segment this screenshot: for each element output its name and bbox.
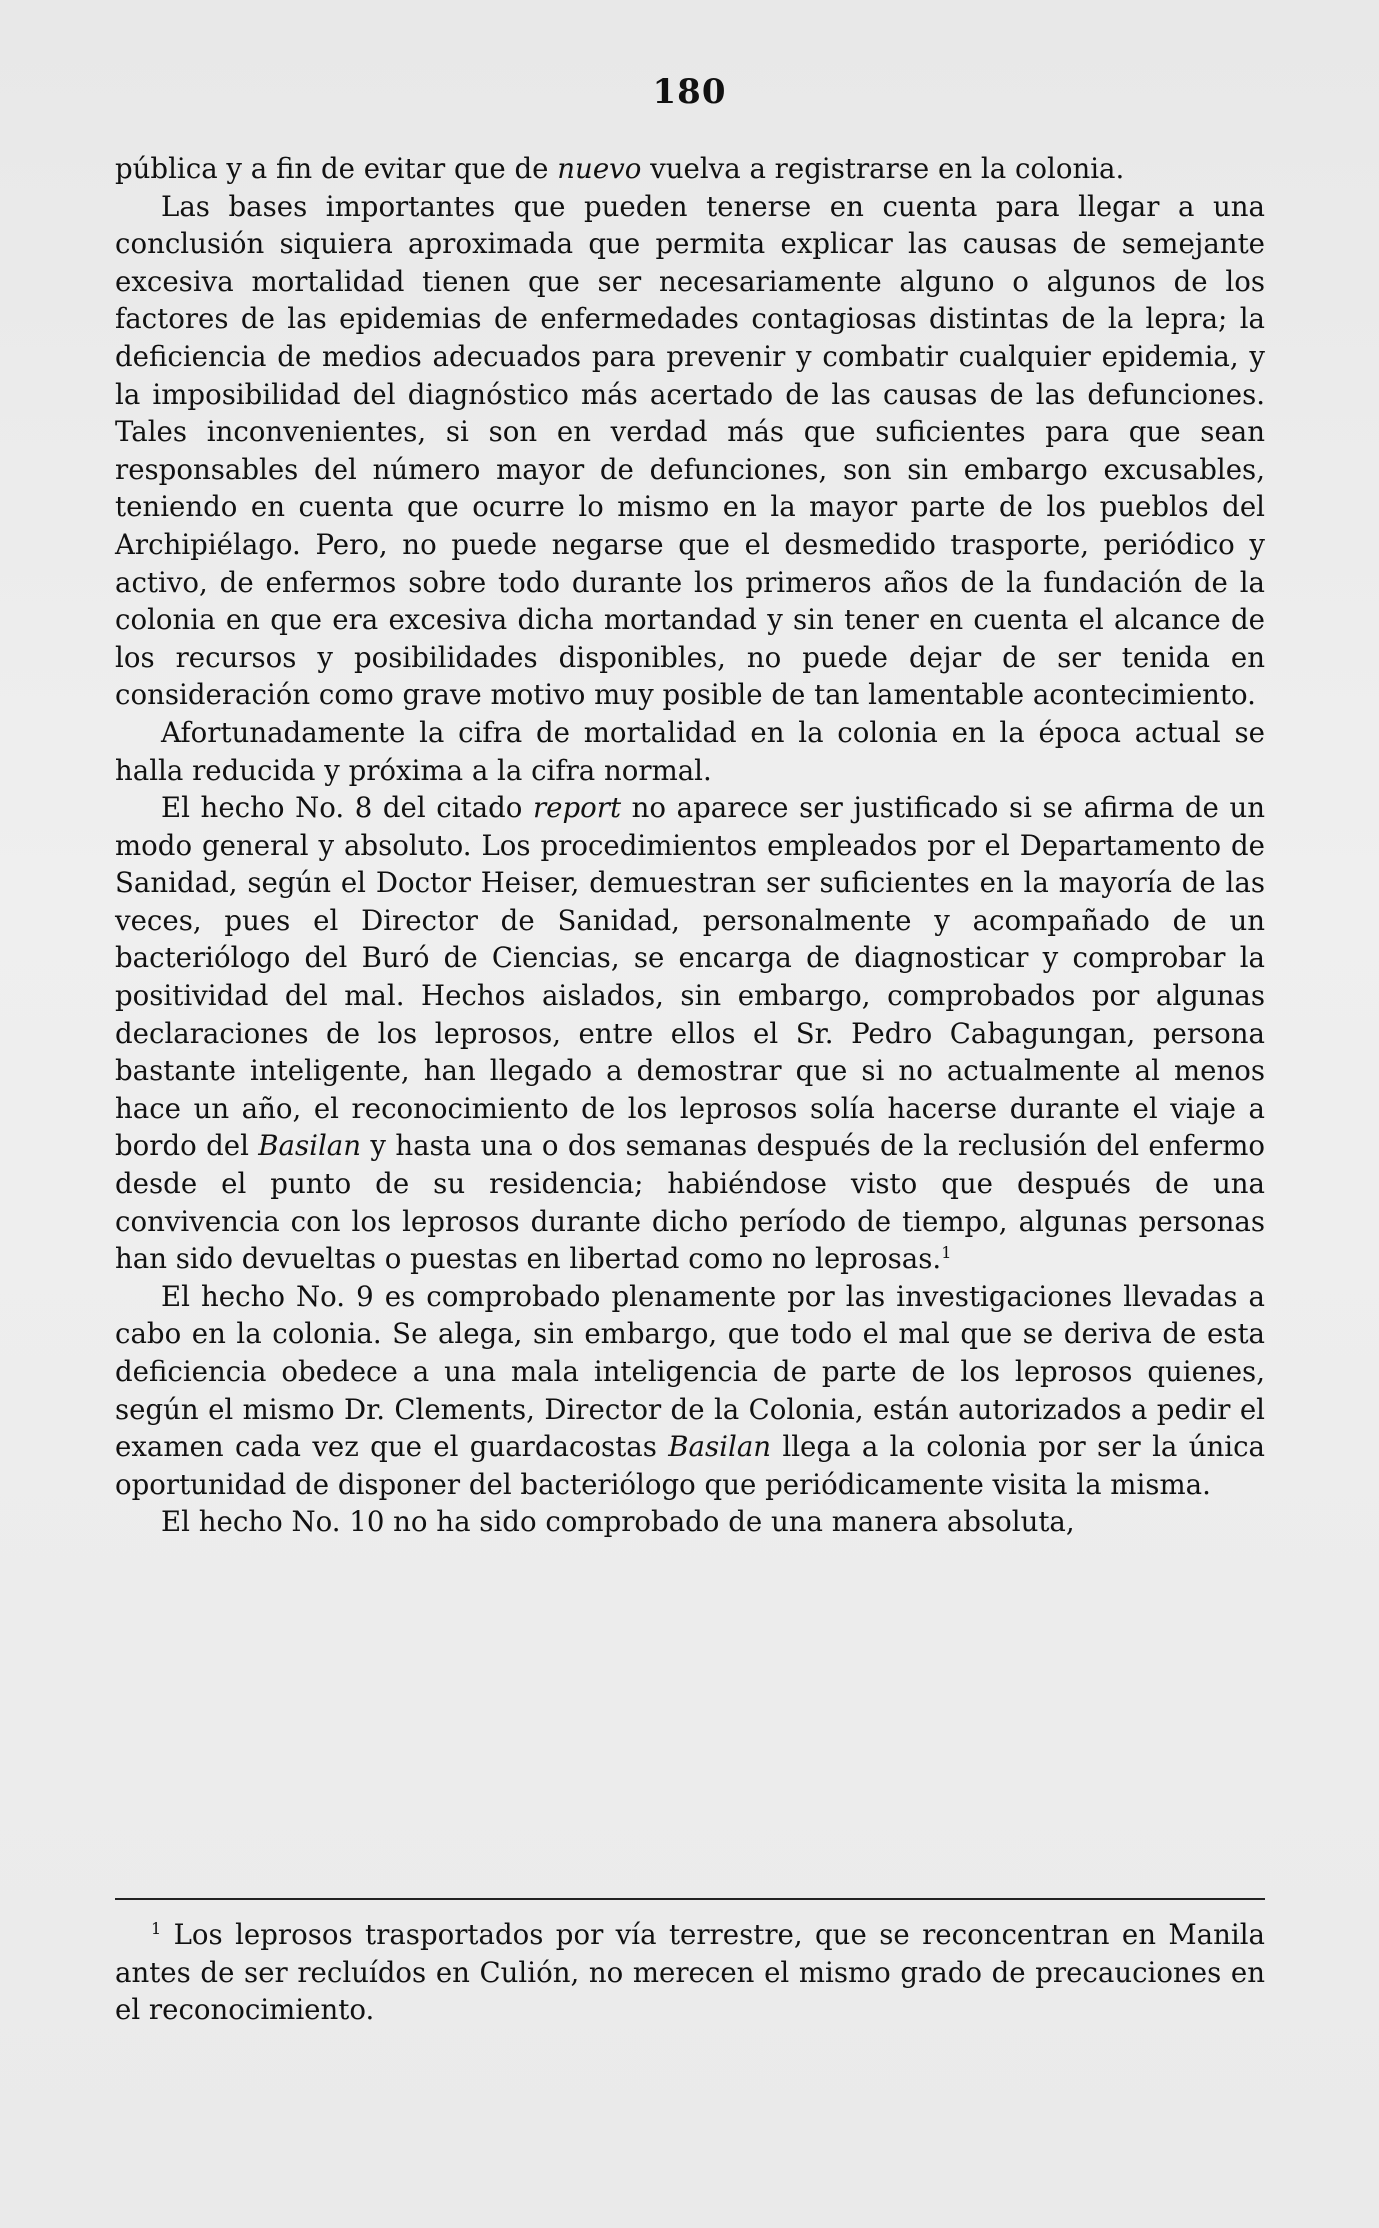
text-run: pública y a fin de evitar que de	[115, 152, 558, 185]
paragraph-1	[115, 150, 1265, 188]
text-run: El hecho No. 10 no ha sido comprobado de una manera absoluta,	[161, 1505, 1075, 1539]
text-run: y hasta una o dos semanas después de la reclusión del enfermo desde el punto de su residencia; habiéndose visto que después de una convivencia con los leprosos durante dicho período de tiempo, algunas personas han sido devueltas o puestas en libertad como no leprosas.	[115, 1129, 1265, 1276]
paragraph-6	[115, 1503, 1265, 1541]
italic-run: report	[532, 791, 622, 825]
text-run: Las bases importantes que pueden tenerse en cuenta para llegar a una conclusión siquiera aproximada que permita explicar las causas de semejante excesiva mortalidad tienen que ser necesariamente alguno o algunos de los factores de las epidemias de enfermedades contagiosas distintas de la lepra; la deficiencia de medios adecuados para prevenir y combatir cualquier epidemia, y la imposibilidad del diagnóstico más acertado de las causas de las defunciones. Tales inconvenientes, si son en verdad más que suficientes para que sean responsables del número mayor de defunciones, son sin embargo excusables, teniendo en cuenta que ocurre lo mismo en la mayor parte de los pueblos del Archipiélago. Pero, no puede negarse que el desmedido trasporte, periódico y activo, de enfermos sobre todo durante los primeros años de la fundación de la colonia en que era excesiva dicha mortandad y sin tener en cuenta el alcance de los recursos y posibilidades disponibles, no puede dejar de ser tenida en consideración como grave motivo muy posible de tan lamentable acontecimiento.	[115, 189, 1265, 712]
footnote-divider	[115, 1898, 1265, 1900]
paragraph-3	[115, 714, 1265, 789]
footnote-paragraph	[115, 1916, 1265, 2029]
paragraph-5	[115, 1278, 1265, 1504]
text-run: El hecho No. 9 es comprobado plenamente por las investigaciones llevadas a cabo en la colonia. Se alega, sin embargo, que todo el mal que se deriva de esta deficiencia obedece a una mala inteligencia de parte de los leprosos quienes, según el mismo Dr. Clements, Director de la Colonia, están autorizados a pedir el examen cada vez que el guardacostas	[115, 1279, 1265, 1464]
italic-run: Basilan	[258, 1129, 362, 1163]
text-run: vuelva a registrarse en la colonia.	[641, 152, 1125, 185]
text-run: no aparece ser justificado si se afirma de un modo general y absoluto. Los procedimientos empleados por el Departamento de Sanidad, según el Doctor Heiser, demuestran ser suficientes en la mayoría de las veces, pues el Director de Sanidad, personalmente y acompañado de un bacteriólogo del Buró de Ciencias, se encarga de diagnosticar y comprobar la positividad del mal. Hechos aislados, sin embargo, comprobados por algunas declaraciones de los leprosos, entre ellos el Sr. Pedro Cabagungan, persona bastante inteligente, han llegado a demostrar que si no actualmente al menos hace un año, el reconocimiento de los leprosos solía hacerse durante el viaje a bordo del	[115, 791, 1265, 1163]
text-run: llega a la colonia por ser la única oportunidad de disponer del bacteriólogo que periódicamente visita la misma.	[115, 1430, 1265, 1501]
italic-run: Basilan	[668, 1430, 772, 1464]
footnote-reference: 1	[941, 1243, 952, 1263]
text-run: El hecho No. 8 del citado	[161, 791, 533, 825]
italic-run: nuevo	[557, 152, 642, 185]
footnote-marker: 1	[151, 1918, 162, 1938]
body-text	[115, 150, 1265, 1541]
paragraph-2	[115, 188, 1265, 714]
page-number: 180	[652, 72, 727, 112]
text-run: Afortunadamente la cifra de mortalidad en la colonia en la época actual se halla reducida y próxima a la cifra normal.	[115, 715, 1265, 787]
paragraph-4	[115, 789, 1265, 1278]
footnote	[115, 1916, 1265, 2029]
footnote-text: Los leprosos trasportados por vía terrestre, que se reconcentran en Manila antes de ser recluídos en Culión, no merecen el mismo grado de precauciones en el reconocimiento.	[115, 1918, 1265, 2027]
